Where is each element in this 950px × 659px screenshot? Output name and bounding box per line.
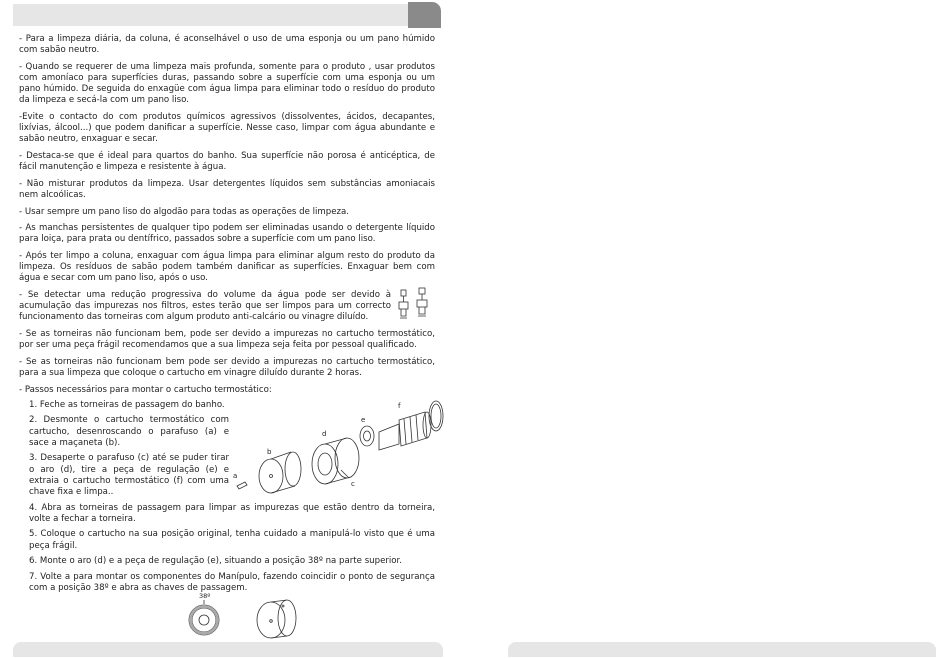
paragraph-10: - Se as torneiras não funcionam bem pode ser devido a impurezas no cartucho termostático, para a sua limpeza que coloque o cartucho em vinagre diluído durante 2 horas. [19, 356, 435, 378]
diagram-label-c: c [351, 479, 355, 488]
filter-section [19, 290, 435, 324]
angle-label: 38º [199, 592, 211, 600]
regulator-e-shape [360, 426, 374, 446]
footer-bar-right [508, 642, 936, 657]
diagram-label-f: f [398, 401, 401, 410]
cartridge-exploded-diagram [229, 394, 445, 502]
paragraph-1: - Para a limpeza diária, da coluna, é aconselhável o uso de uma esponja ou um pano húmido com sabão neutro. [19, 34, 435, 56]
step-2: 2. Desmonte o cartucho termostático com cartucho, desenroscando o parafuso (a) e sace a maçaneta (b). [29, 415, 229, 448]
paragraph-2: - Quando se requerer de uma limpeza mais profunda, somente para o produto , usar produtos com amoníaco para superfícies duras, passando sobre a superfície com uma esponja ou um pano húmido. De seguida do enxagüe com água limpa para eliminar todo o resíduo do produto da limpeza e secá-la com um pano liso. [19, 61, 435, 106]
header-tab [408, 2, 441, 28]
step-1: 1. Feche as torneiras de passagem do banho. [29, 399, 225, 410]
filter-paragraph: - Se detectar uma redução progressiva do volume da água pode ser devido à acumulação das impurezas nos filtros, estes terão que ser limpos para um correcto funcionamento das torneiras com algum produto anti-calcário ou vinagre diluído. [19, 289, 391, 323]
step-6: 6. Monte o aro (d) e a peça de regulação (e), situando a posição 38º na parte superior. [29, 556, 403, 567]
header-bar [13, 4, 441, 26]
cartridge-f-shape [379, 424, 399, 450]
steps-with-diagram [19, 400, 435, 498]
diagram-label-a: a [233, 471, 238, 480]
left-page-content [19, 34, 435, 599]
paragraph-9: - Se as torneiras não funcionam bem, pode ser devido a impurezas no cartucho termostático, por ser uma peça frágil recomendamos que a sua limpeza seja feita por pessoal qualificado. [19, 328, 435, 351]
ring-d-shape [312, 444, 338, 484]
paragraph-8: - Após ter limpo a coluna, enxaguar com água limpa para eliminar algum resto do produto da limpeza. Os resíduos de sabão podem também danificar as superfícies. Enxaguar bem com água e secar com um pano liso, após o uso. [19, 250, 435, 284]
paragraph-4: - Destaca-se que é ideal para quartos do banho. Sua superfície não porosa é anticéptica, de fácil manutenção e limpeza e resistente à água. [19, 151, 435, 173]
footer-bar-left [13, 642, 443, 657]
paragraph-steps-intro: - Passos necessários para montar o cartucho termostático: [19, 384, 272, 395]
step-4: 4. Abra as torneiras de passagem para limpar as impurezas que estão dentro da torneira, volte a fechar a torneira. [29, 502, 435, 524]
diagram-label-e: e [361, 415, 366, 424]
paragraph-3: -Evite o contacto do com produtos químicos agressivos (dissolventes, ácidos, decapantes, lixívias, álcool...) que podem danificar a superfície. Nesse caso, limpar com água abundante e sabão neutro, enxaguar e secar. [19, 112, 435, 145]
paragraph-7: - As manchas persistentes de qualquer tipo podem ser eliminadas usando o detergente líquido para loiça, para prata ou dentífrico, passados sobre a superfície com um pano liso. [19, 223, 435, 245]
filter-illustration [395, 286, 435, 324]
diagram-label-d: d [322, 429, 327, 438]
screw-a-shape [237, 482, 247, 489]
paragraph-5: - Não misturar produtos da limpeza. Usar detergentes líquidos sem substâncias amoniacais nem alcoólicas. [19, 178, 435, 200]
step-3: 3. Desaperte o parafuso (c) até se puder tirar o aro (d), tire a peça de regulação (e) e extraia o cartucho termostático (f) com uma chave fixa e limpa.. [29, 453, 229, 497]
paragraph-6: - Usar sempre um pano liso do algodão para todas as operações de limpeza. [19, 206, 349, 217]
step-5: 5. Coloque o cartucho na sua posição original, tenha cuidado a manipulá-lo visto que é uma peça frágil. [29, 529, 435, 551]
diagram-label-b: b [267, 447, 272, 456]
knob-b-shape [259, 459, 283, 493]
assembly-position-diagram [169, 590, 309, 640]
step-7: 7. Volte a para montar os componentes do Manípulo, fazendo coincidir o ponto de segurança com a posição 38º e abra as chaves de passagem. [29, 571, 435, 593]
